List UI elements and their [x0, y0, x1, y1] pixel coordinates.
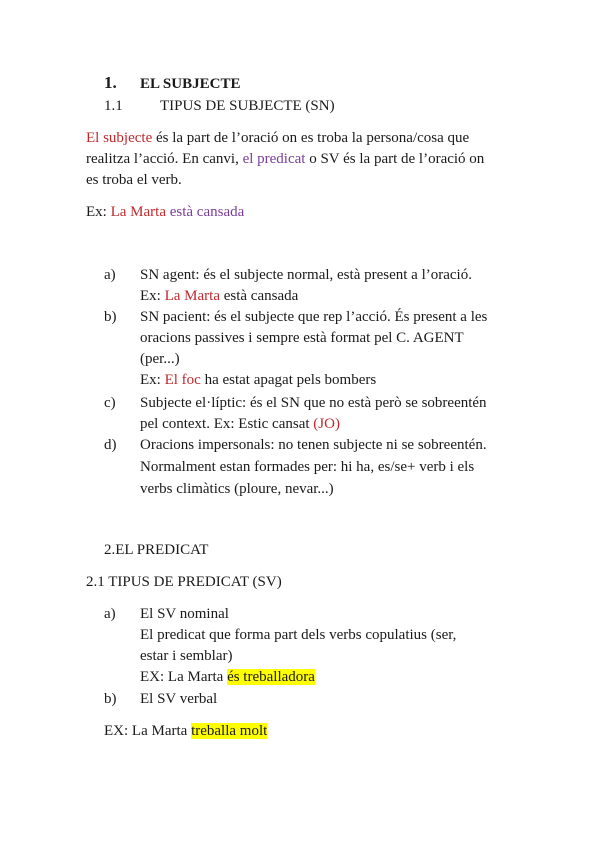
- list-item-example: [140, 667, 315, 687]
- list-item-text: Subjecte el·líptic: és el SN que no està però se sobreentén: [140, 395, 487, 411]
- heading-1: [104, 73, 117, 94]
- example-prefix: Ex:: [140, 372, 165, 388]
- list-marker: d): [104, 437, 117, 453]
- list-item-text: pel context. Ex: Estic cansat: [140, 416, 314, 432]
- implicit-subject: (JO): [313, 416, 340, 432]
- list-marker: b): [104, 309, 117, 325]
- list-marker: c): [104, 395, 116, 411]
- example-subject: El foc: [164, 372, 201, 388]
- heading-2: 2.EL PREDICAT: [104, 542, 209, 558]
- example-prefix: EX: La Marta: [140, 669, 228, 685]
- list-item-text: SN pacient: és el subjecte que rep l’acció. És present a les: [140, 309, 488, 325]
- list-item-example: [140, 286, 298, 306]
- intro-line-3: es troba el verb.: [86, 172, 182, 188]
- list-item-text: SN agent: és el subjecte normal, està present a l’oració.: [140, 267, 472, 283]
- example-predicate: està cansada: [165, 204, 245, 220]
- list-marker: a): [104, 606, 116, 622]
- list-item-text: estar i semblar): [140, 648, 233, 664]
- list-item-text: Normalment estan formades per: hi ha, es/se+ verb i els: [140, 459, 475, 475]
- intro-text: o SV és la part de l’oració on: [305, 151, 485, 167]
- highlighted-predicate: treballa molt: [191, 723, 268, 739]
- list-marker: b): [104, 691, 117, 707]
- heading-1-1-number: 1.1: [104, 98, 123, 114]
- list-marker: a): [104, 267, 116, 283]
- list-item-text: (per...): [140, 351, 180, 367]
- example-rest: ha estat apagat pels bombers: [200, 372, 377, 388]
- example-rest: està cansada: [219, 288, 299, 304]
- list-item-example: [140, 370, 376, 390]
- example-prefix: Ex:: [140, 288, 165, 304]
- heading-1-title-text: EL SUBJECTE: [140, 76, 241, 92]
- intro-line-1: [86, 128, 469, 148]
- intro-text: és la part de l’oració on es troba la persona/cosa que: [152, 130, 470, 146]
- list-item-text: verbs climàtics (ploure, nevar...): [140, 481, 334, 497]
- example-subject: La Marta: [164, 288, 220, 304]
- term-subjecte: El subjecte: [86, 130, 153, 146]
- example-prefix: EX: La Marta: [104, 723, 192, 739]
- term-predicat: el predicat: [242, 151, 306, 167]
- heading-1-number: 1.: [104, 73, 117, 92]
- intro-line-2: [86, 149, 484, 169]
- example-prefix: Ex:: [86, 204, 111, 220]
- list-item-text: El SV verbal: [140, 691, 218, 707]
- example-2: [104, 721, 267, 741]
- example-1: [86, 202, 244, 222]
- heading-1-1-title: TIPUS DE SUBJECTE (SN): [160, 98, 335, 114]
- heading-2-1: 2.1 TIPUS DE PREDICAT (SV): [86, 574, 282, 590]
- intro-text: realitza l’acció. En canvi,: [86, 151, 243, 167]
- list-item-text: oracions passives i sempre està format pel C. AGENT: [140, 330, 464, 346]
- list-item-example: [140, 414, 340, 434]
- example-subject: La Marta: [110, 204, 166, 220]
- list-item-text: Oracions impersonals: no tenen subjecte ni se sobreentén.: [140, 437, 487, 453]
- heading-1-title: [140, 74, 240, 94]
- list-item-text: El SV nominal: [140, 606, 229, 622]
- list-item-text: El predicat que forma part dels verbs copulatius (ser,: [140, 627, 457, 643]
- highlighted-predicate: és treballadora: [227, 669, 315, 685]
